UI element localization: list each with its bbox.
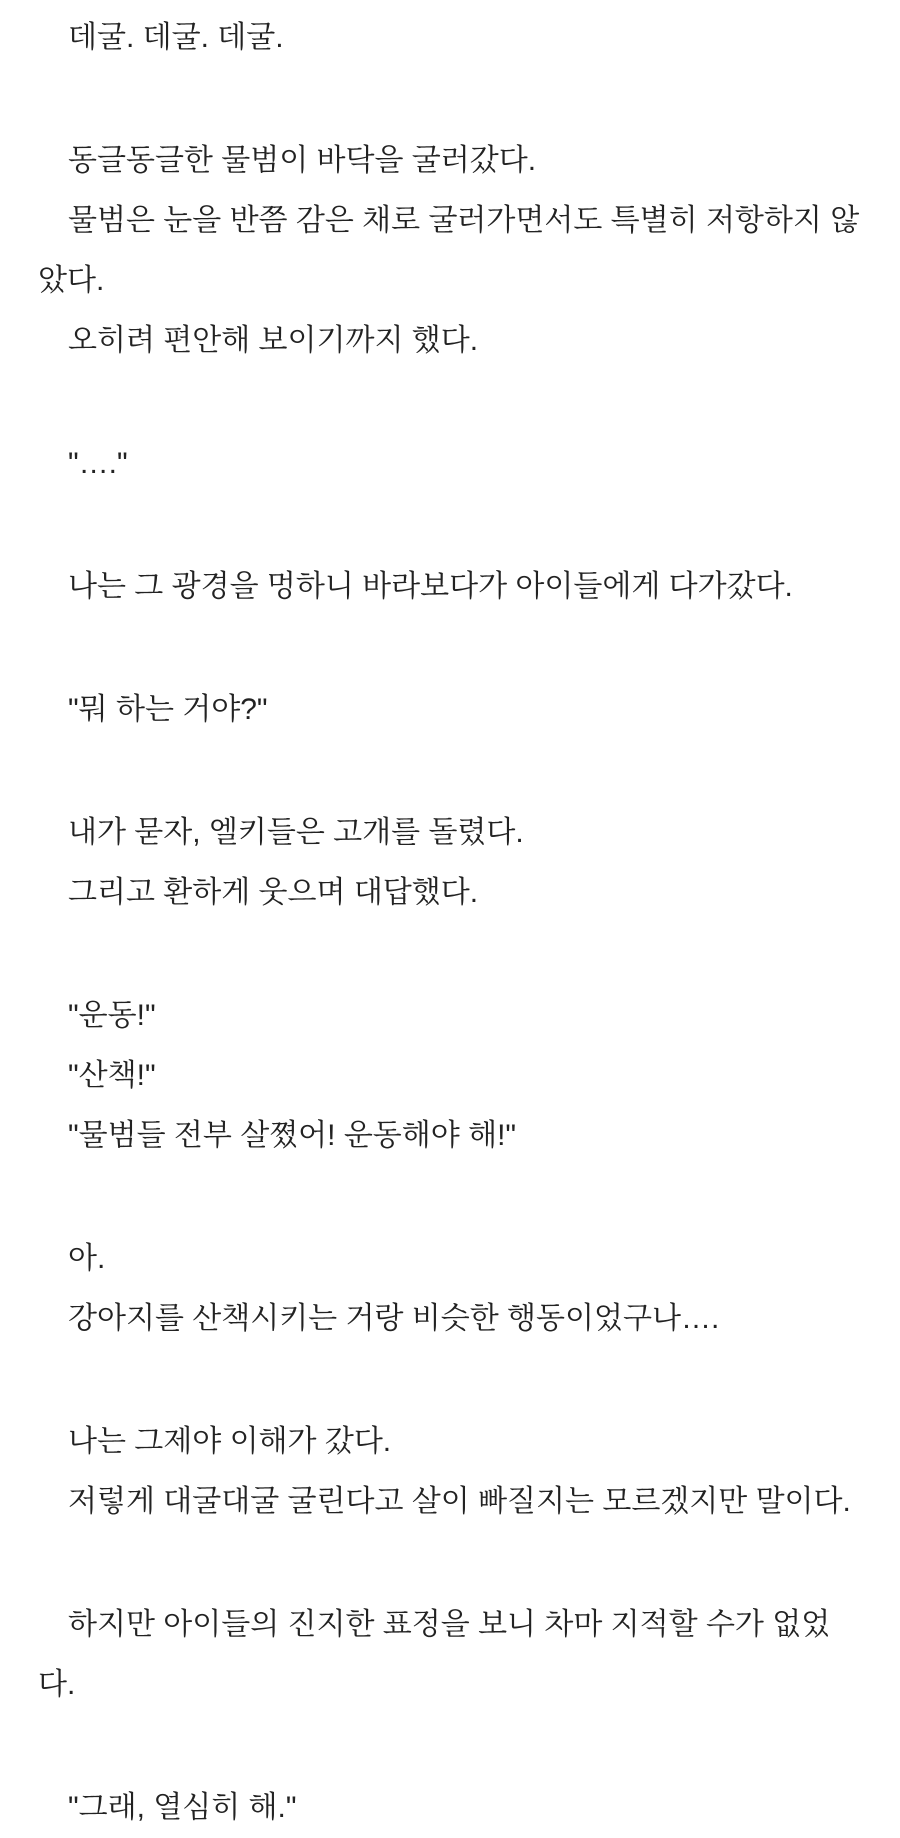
- novel-line: 나는 그 광경을 멍하니 바라보다가 아이들에게 다가갔다.: [68, 570, 793, 603]
- novel-line: "뭐 하는 거야?": [68, 693, 268, 726]
- novel-line: 저렇게 대굴대굴 굴린다고 살이 빠질지는 모르겠지만 말이다.: [68, 1485, 851, 1518]
- paragraph-block: [38, 131, 862, 371]
- novel-line: 오히려 편안해 보이기까지 했다.: [68, 324, 479, 357]
- paragraph-block: [38, 803, 862, 923]
- novel-line: 물범은 눈을 반쯤 감은 채로 굴러가면서도 특별히 저항하지 않았다.: [38, 204, 860, 297]
- paragraph-block: [38, 680, 862, 740]
- paragraph-block: [38, 986, 862, 1166]
- novel-line: 내가 묻자, 엘키들은 고개를 돌렸다.: [68, 816, 524, 849]
- novel-line: 강아지를 산책시키는 거랑 비슷한 행동이었구나….: [68, 1302, 720, 1335]
- paragraph-block: [38, 1595, 862, 1715]
- novel-line: 동글동글한 물범이 바닥을 굴러갔다.: [68, 144, 537, 177]
- paragraph-block: [38, 1412, 862, 1532]
- novel-line: 하지만 아이들의 진지한 표정을 보니 차마 지적할 수가 없었다.: [38, 1608, 831, 1701]
- paragraph-block: [38, 434, 862, 494]
- novel-line: 아.: [68, 1242, 106, 1275]
- paragraph-block: [38, 1778, 862, 1838]
- novel-line: "산책!": [68, 1059, 156, 1092]
- novel-line: "운동!": [68, 999, 156, 1032]
- novel-line: 데굴. 데굴. 데굴.: [68, 21, 284, 54]
- novel-line: "….": [68, 447, 128, 480]
- novel-line: "물범들 전부 살쪘어! 운동해야 해!": [68, 1119, 517, 1152]
- paragraph-block: [38, 557, 862, 617]
- novel-line: 그리고 환하게 웃으며 대답했다.: [68, 876, 479, 909]
- novel-line: "그래, 열심히 해.": [68, 1791, 297, 1824]
- paragraph-block: [38, 1229, 862, 1349]
- novel-line: 나는 그제야 이해가 갔다.: [68, 1425, 392, 1458]
- paragraph-block: [38, 8, 862, 68]
